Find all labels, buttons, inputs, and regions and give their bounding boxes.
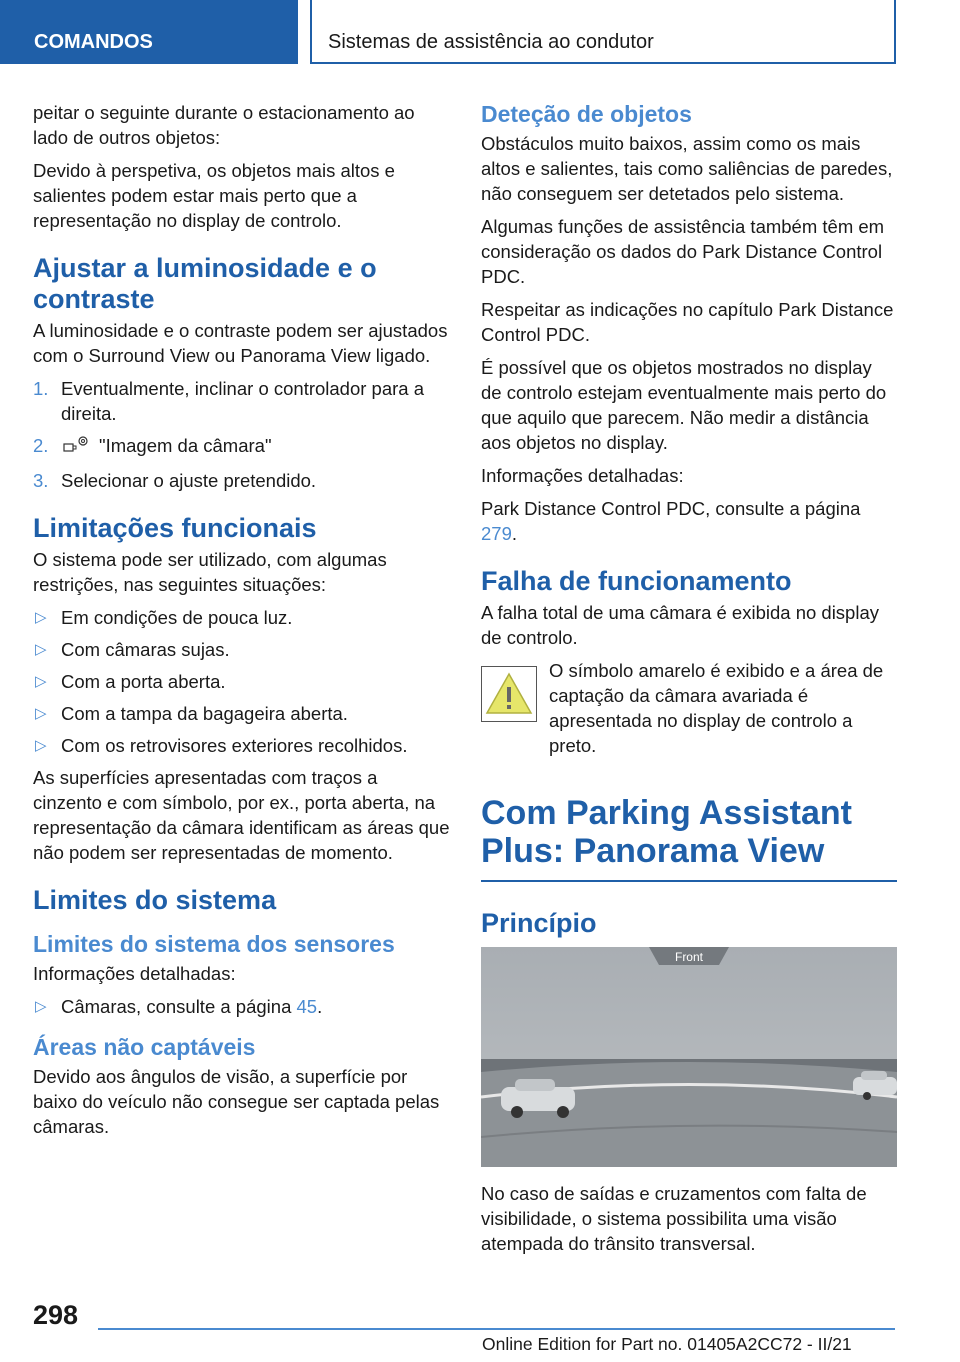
list-item: ▷ Em condições de pouca luz. [35,607,293,628]
paragraph: A falha total de uma câmara é exibida no display de controlo. [481,602,879,648]
heading-malfunction: Falha de funcionamento [481,566,792,596]
paragraph: Devido aos ângulos de visão, a superfície por baixo do veículo não consegue ser captada pelas câmaras. [33,1066,440,1137]
heading-sensor-limits: Limites do sistema dos sensores [33,931,395,957]
triangle-bullet-icon: ▷ [35,641,47,658]
paragraph: Park Distance Control PDC, consulte a página 279. [481,498,861,544]
step-item [33,376,451,426]
step-text: Eventualmente, inclinar o controlador para a direita. [61,378,425,424]
warning-icon [481,666,537,722]
main-section-heading: Com Parking Assistant Plus: Panorama View [481,794,897,882]
heading-object-detection: Deteção de objetos [481,101,692,127]
header-section: COMANDOS [0,0,298,64]
paragraph: Algumas funções de assistência também têm em consideração os dados do Park Distance Control PDC. [481,216,885,287]
step-number: 3. [33,470,49,491]
list-item: ▷ Câmaras, consulte a página 45. [35,996,323,1017]
paragraph: No caso de saídas e cruzamentos com falta de visibilidade, o sistema possibilita uma visão atempada do trânsito transversal. [481,1183,867,1254]
warning-text: O símbolo amarelo é exibido e a área de captação da câmara avariada é apresentada no display de controlo a preto. [549,660,884,756]
front-label: Front [674,950,704,964]
triangle-bullet-icon: ▷ [35,998,47,1015]
paragraph: Informações detalhadas: [33,963,236,984]
paragraph: Respeitar as indicações no capítulo Park Distance Control PDC. [481,299,894,345]
step-number: 2. [33,435,49,456]
footer-divider [98,1328,895,1330]
paragraph: A luminosidade e o contraste podem ser ajustados com o Surround View ou Panorama View ligado. [33,320,448,366]
list-item: ▷ Com a porta aberta. [35,671,226,692]
warning-block [481,658,897,758]
step-item [33,433,451,461]
heading-limitations: Limitações funcionais [33,513,317,543]
step-text: "Imagem da câmara" [99,435,272,456]
step-number: 1. [33,378,49,399]
paragraph: peitar o seguinte durante o estacionamento ao lado de outros objetos: [33,102,415,148]
heading-areas: Áreas não captáveis [33,1034,256,1060]
heading-principle: Princípio [481,908,597,938]
list-item: ▷ Com câmaras sujas. [35,639,230,660]
right-column [481,100,897,1264]
paragraph: É possível que os objetos mostrados no display de controlo estejam eventualmente mais perto do que aquilo que parecem. Não medir a distância aos objetos no display. [481,357,887,453]
header-title: Sistemas de assistência ao condutor [310,0,896,64]
heading-system-limits: Limites do sistema [33,885,277,915]
triangle-bullet-icon: ▷ [35,705,47,722]
paragraph: O sistema pode ser utilizado, com algumas restrições, nas seguintes situações: [33,549,387,595]
paragraph: Devido à perspetiva, os objetos mais altos e salientes podem estar mais perto que a representação no display de controlo. [33,160,395,231]
page-link-279[interactable]: 279 [481,523,512,544]
list-item: ▷ Com os retrovisores exteriores recolhidos. [35,735,408,756]
footer-edition: Online Edition for Part no. 01405A2CC72 - II/21 [482,1334,852,1354]
paragraph: Informações detalhadas: [481,465,684,486]
triangle-bullet-icon: ▷ [35,673,47,690]
triangle-bullet-icon: ▷ [35,737,47,754]
camera-settings-icon [61,433,99,461]
page-link-45[interactable]: 45 [296,996,318,1017]
step-text: Selecionar o ajuste pretendido. [61,470,317,491]
step-item [33,468,451,493]
paragraph: As superfícies apresentadas com traços a cinzento e com símbolo, por ex., porta aberta, na representação da câmara identificam as áreas que não podem ser representadas de momento. [33,767,450,863]
paragraph: Obstáculos muito baixos, assim como os mais altos e salientes, tais como saliências de paredes, não conseguem ser detetados pelo sistema. [481,133,893,204]
panorama-view-image [481,947,897,1167]
page-number: 298 [33,1300,79,1330]
list-item: ▷ Com a tampa da bagageira aberta. [35,703,348,724]
left-column [33,100,451,1147]
triangle-bullet-icon: ▷ [35,609,47,626]
heading-brightness: Ajustar a luminosidade e o contraste [33,253,377,314]
